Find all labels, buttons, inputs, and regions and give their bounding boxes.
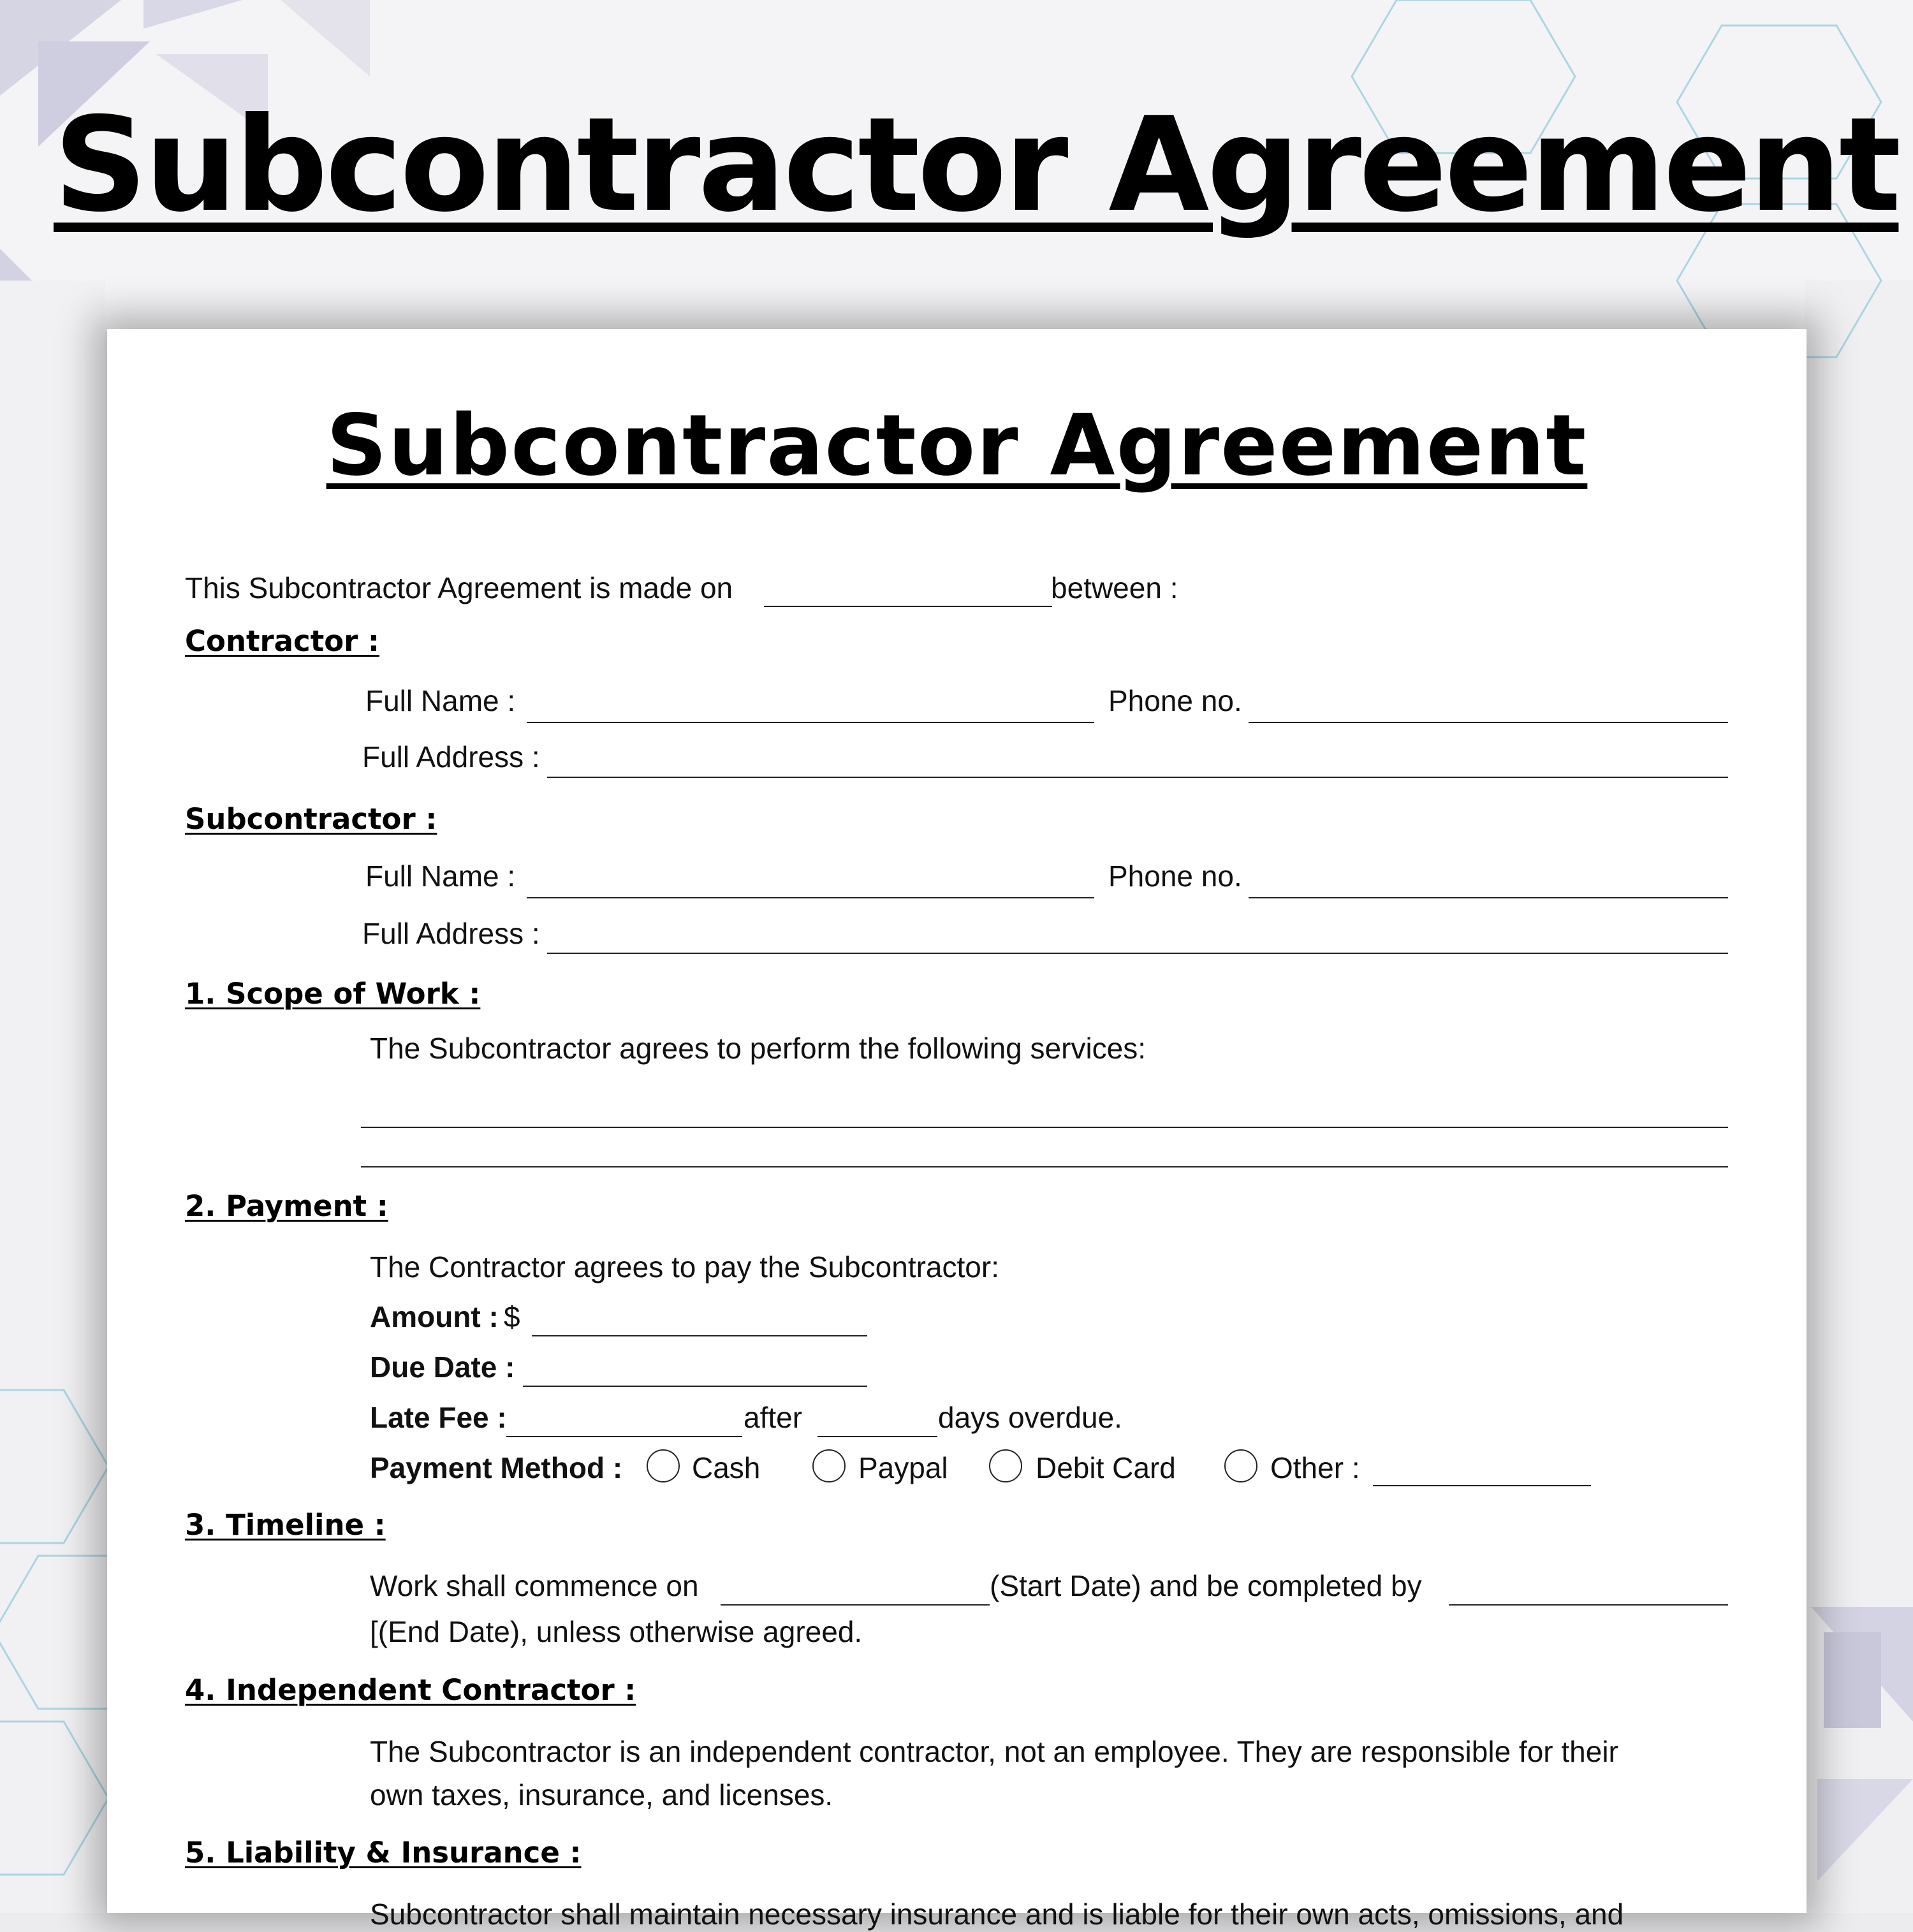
independent-text-1: The Subcontractor is an independent contractor, not an employee. They are responsible for their xyxy=(370,1735,1618,1768)
liability-heading: 5. Liability & Insurance : xyxy=(185,1836,582,1870)
scope-line-2[interactable] xyxy=(361,1166,1728,1167)
subcontractor-address-label: Full Address : xyxy=(362,917,540,950)
liability-text-1: Subcontractor shall maintain necessary insurance and is liable for their own acts, omissions, and xyxy=(370,1898,1624,1931)
contractor-heading: Contractor : xyxy=(185,624,380,658)
payment-text: The Contractor agrees to pay the Subcontractor: xyxy=(370,1250,999,1284)
late-fee-days-field[interactable] xyxy=(817,1436,937,1437)
late-fee-label: Late Fee : xyxy=(370,1401,507,1434)
page-title: Subcontractor Agreement xyxy=(54,90,1899,241)
independent-heading: 4. Independent Contractor : xyxy=(185,1673,636,1707)
end-date-field[interactable] xyxy=(1449,1604,1728,1606)
document-title: Subcontractor Agreement xyxy=(326,397,1588,495)
intro-between: between : xyxy=(1051,571,1178,604)
contractor-address-field[interactable] xyxy=(547,777,1728,778)
agreement-document xyxy=(107,329,1807,1931)
intro-text: This Subcontractor Agreement is made on xyxy=(185,571,733,604)
subcontractor-name-field[interactable] xyxy=(527,897,1094,898)
amount-currency: $ xyxy=(504,1300,520,1333)
amount-label: Amount : xyxy=(370,1300,499,1333)
agreement-date-field[interactable] xyxy=(764,606,1052,607)
timeline-text-1b: (Start Date) and be completed by xyxy=(990,1569,1422,1602)
radio-paypal-label: Paypal xyxy=(858,1451,948,1484)
timeline-heading: 3. Timeline : xyxy=(185,1508,386,1542)
late-fee-days-text: days overdue. xyxy=(938,1401,1122,1434)
radio-cash[interactable] xyxy=(647,1449,680,1482)
contractor-phone-field[interactable] xyxy=(1249,722,1728,723)
start-date-field[interactable] xyxy=(721,1604,990,1606)
radio-cash-label: Cash xyxy=(692,1451,761,1484)
payment-method-label: Payment Method : xyxy=(370,1451,623,1484)
payment-heading: 2. Payment : xyxy=(185,1189,388,1223)
contractor-name-field[interactable] xyxy=(527,722,1094,723)
radio-other-label: Other : xyxy=(1270,1451,1360,1484)
due-date-field[interactable] xyxy=(523,1386,867,1387)
timeline-text-2: [(End Date), unless otherwise agreed. xyxy=(370,1615,863,1648)
independent-text-2: own taxes, insurance, and licenses. xyxy=(370,1778,833,1811)
radio-debit-card-label: Debit Card xyxy=(1036,1451,1176,1484)
subcontractor-phone-field[interactable] xyxy=(1249,897,1728,898)
timeline-text-1a: Work shall commence on xyxy=(370,1569,699,1602)
radio-debit-card[interactable] xyxy=(989,1449,1022,1482)
subcontractor-address-field[interactable] xyxy=(547,953,1728,954)
scope-heading: 1. Scope of Work : xyxy=(185,977,481,1011)
due-date-label: Due Date : xyxy=(370,1350,515,1384)
scope-line-1[interactable] xyxy=(361,1127,1728,1128)
radio-other[interactable] xyxy=(1224,1449,1257,1482)
subcontractor-name-label: Full Name : xyxy=(365,860,516,893)
radio-paypal[interactable] xyxy=(812,1449,846,1482)
late-fee-field[interactable] xyxy=(506,1436,742,1437)
other-method-field[interactable] xyxy=(1373,1485,1591,1486)
amount-field[interactable] xyxy=(532,1335,867,1336)
late-fee-after: after xyxy=(744,1401,803,1434)
contractor-phone-label: Phone no. xyxy=(1108,684,1242,717)
scope-text: The Subcontractor agrees to perform the following services: xyxy=(370,1032,1147,1065)
contractor-name-label: Full Name : xyxy=(365,684,516,717)
contractor-address-label: Full Address : xyxy=(362,740,540,773)
subcontractor-heading: Subcontractor : xyxy=(185,802,437,836)
subcontractor-phone-label: Phone no. xyxy=(1108,860,1242,893)
